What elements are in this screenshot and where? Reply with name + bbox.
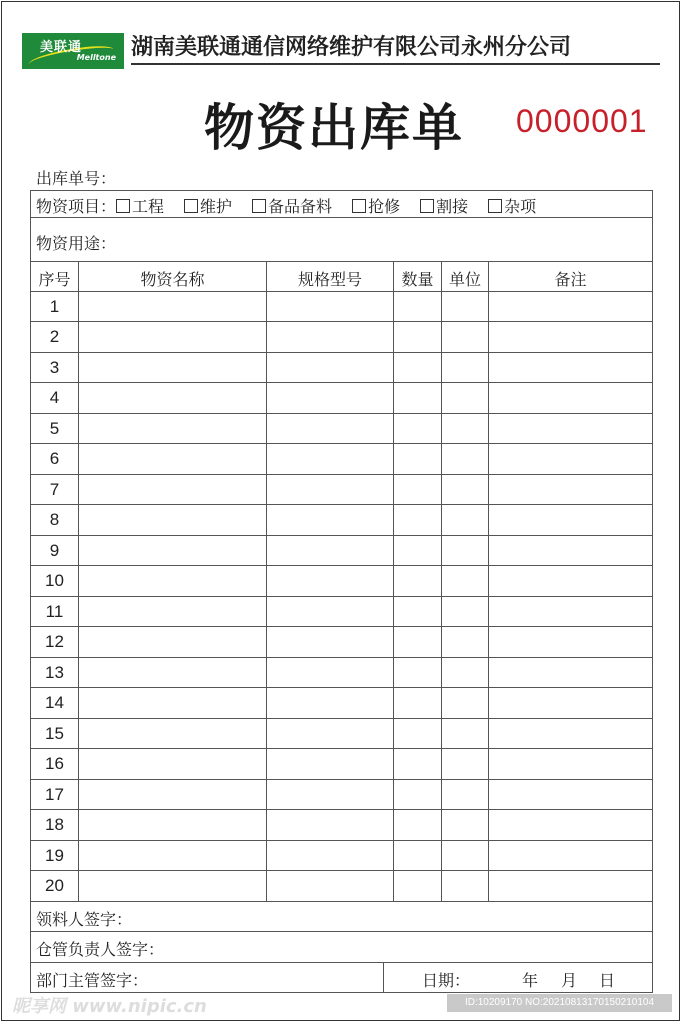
divider [30, 261, 653, 262]
option-engineering[interactable]: 工程 [116, 197, 164, 216]
row-index: 16 [45, 754, 64, 773]
logo-cn: 美联通 [40, 40, 83, 55]
row-index: 4 [49, 388, 60, 407]
row-index: 17 [45, 785, 64, 804]
row-divider [30, 504, 653, 505]
col-divider [488, 261, 489, 901]
company-logo [22, 33, 124, 69]
row-divider [30, 687, 653, 688]
row-index: 18 [45, 815, 64, 834]
row-divider [30, 748, 653, 749]
row-index: 1 [49, 297, 60, 316]
option-cutover[interactable]: 割接 [420, 197, 468, 216]
row-divider [30, 291, 653, 292]
date-label: 日期： [422, 971, 471, 990]
date-divider [383, 962, 384, 992]
company-underline [131, 63, 660, 65]
row-divider [30, 352, 653, 353]
option-misc[interactable]: 杂项 [488, 197, 536, 216]
purpose-label: 物资用途： [36, 234, 117, 253]
manager-signature-label: 部门主管签字： [36, 971, 149, 990]
checkbox-icon[interactable] [252, 199, 266, 213]
row-divider [30, 901, 653, 902]
form-title: 物资出库单 [204, 98, 464, 157]
divider [30, 217, 653, 218]
col-header-remark: 备注 [554, 270, 587, 289]
watermark-site: 昵享网 www.nipic.cn [12, 996, 207, 1017]
row-divider [30, 596, 653, 597]
row-divider [30, 443, 653, 444]
row-divider [30, 870, 653, 871]
col-header-name: 物资名称 [140, 270, 205, 289]
form-table [30, 190, 653, 993]
checkbox-icon[interactable] [116, 199, 130, 213]
row-index: 10 [45, 571, 64, 590]
row-divider [30, 565, 653, 566]
project-row [36, 194, 556, 217]
divider [30, 962, 653, 963]
project-label: 物资项目： [36, 197, 117, 216]
row-index: 5 [49, 419, 60, 438]
company-name: 湖南美联通通信网络维护有限公司永州分公司 [131, 34, 572, 60]
row-index: 7 [49, 480, 60, 499]
row-index: 13 [45, 663, 64, 682]
row-divider [30, 657, 653, 658]
row-divider [30, 840, 653, 841]
row-index: 20 [45, 876, 64, 895]
date-month: 月 [561, 971, 578, 990]
col-header-spec: 规格型号 [297, 270, 362, 289]
order-no-label: 出库单号： [36, 169, 117, 188]
row-index: 9 [49, 541, 60, 560]
col-header-index: 序号 [38, 270, 71, 289]
col-divider [393, 261, 394, 901]
col-header-unit: 单位 [448, 270, 481, 289]
checkbox-icon[interactable] [420, 199, 434, 213]
row-index: 6 [49, 449, 60, 468]
row-index: 2 [49, 327, 60, 346]
col-header-qty: 数量 [401, 270, 434, 289]
option-repair[interactable]: 抢修 [352, 197, 400, 216]
checkbox-icon[interactable] [352, 199, 366, 213]
row-divider [30, 474, 653, 475]
row-divider [30, 321, 653, 322]
col-divider [78, 261, 79, 901]
row-divider [30, 718, 653, 719]
serial-number: 0000001 [516, 103, 648, 139]
date-day: 日 [599, 971, 616, 990]
divider [30, 931, 653, 932]
option-spares[interactable]: 备品备料 [252, 197, 332, 216]
receiver-signature-label: 领料人签字： [36, 910, 133, 929]
row-divider [30, 779, 653, 780]
row-index: 15 [45, 724, 64, 743]
row-index: 12 [45, 632, 64, 651]
warehouse-signature-label: 仓管负责人签字： [36, 940, 165, 959]
checkbox-icon[interactable] [184, 199, 198, 213]
option-maintenance[interactable]: 维护 [184, 197, 232, 216]
date-year: 年 [522, 971, 539, 990]
row-index: 19 [45, 846, 64, 865]
row-index: 3 [49, 358, 60, 377]
row-divider [30, 809, 653, 810]
row-divider [30, 382, 653, 383]
row-index: 14 [45, 693, 64, 712]
row-divider [30, 626, 653, 627]
row-divider [30, 413, 653, 414]
col-divider [441, 261, 442, 901]
row-index: 8 [49, 510, 60, 529]
logo-en: Melltone [76, 53, 116, 62]
checkbox-icon[interactable] [488, 199, 502, 213]
watermark-id: ID:10209170 NO:20210813170150210104 [447, 994, 672, 1012]
col-divider [266, 261, 267, 901]
row-divider [30, 535, 653, 536]
row-index: 11 [45, 602, 64, 621]
